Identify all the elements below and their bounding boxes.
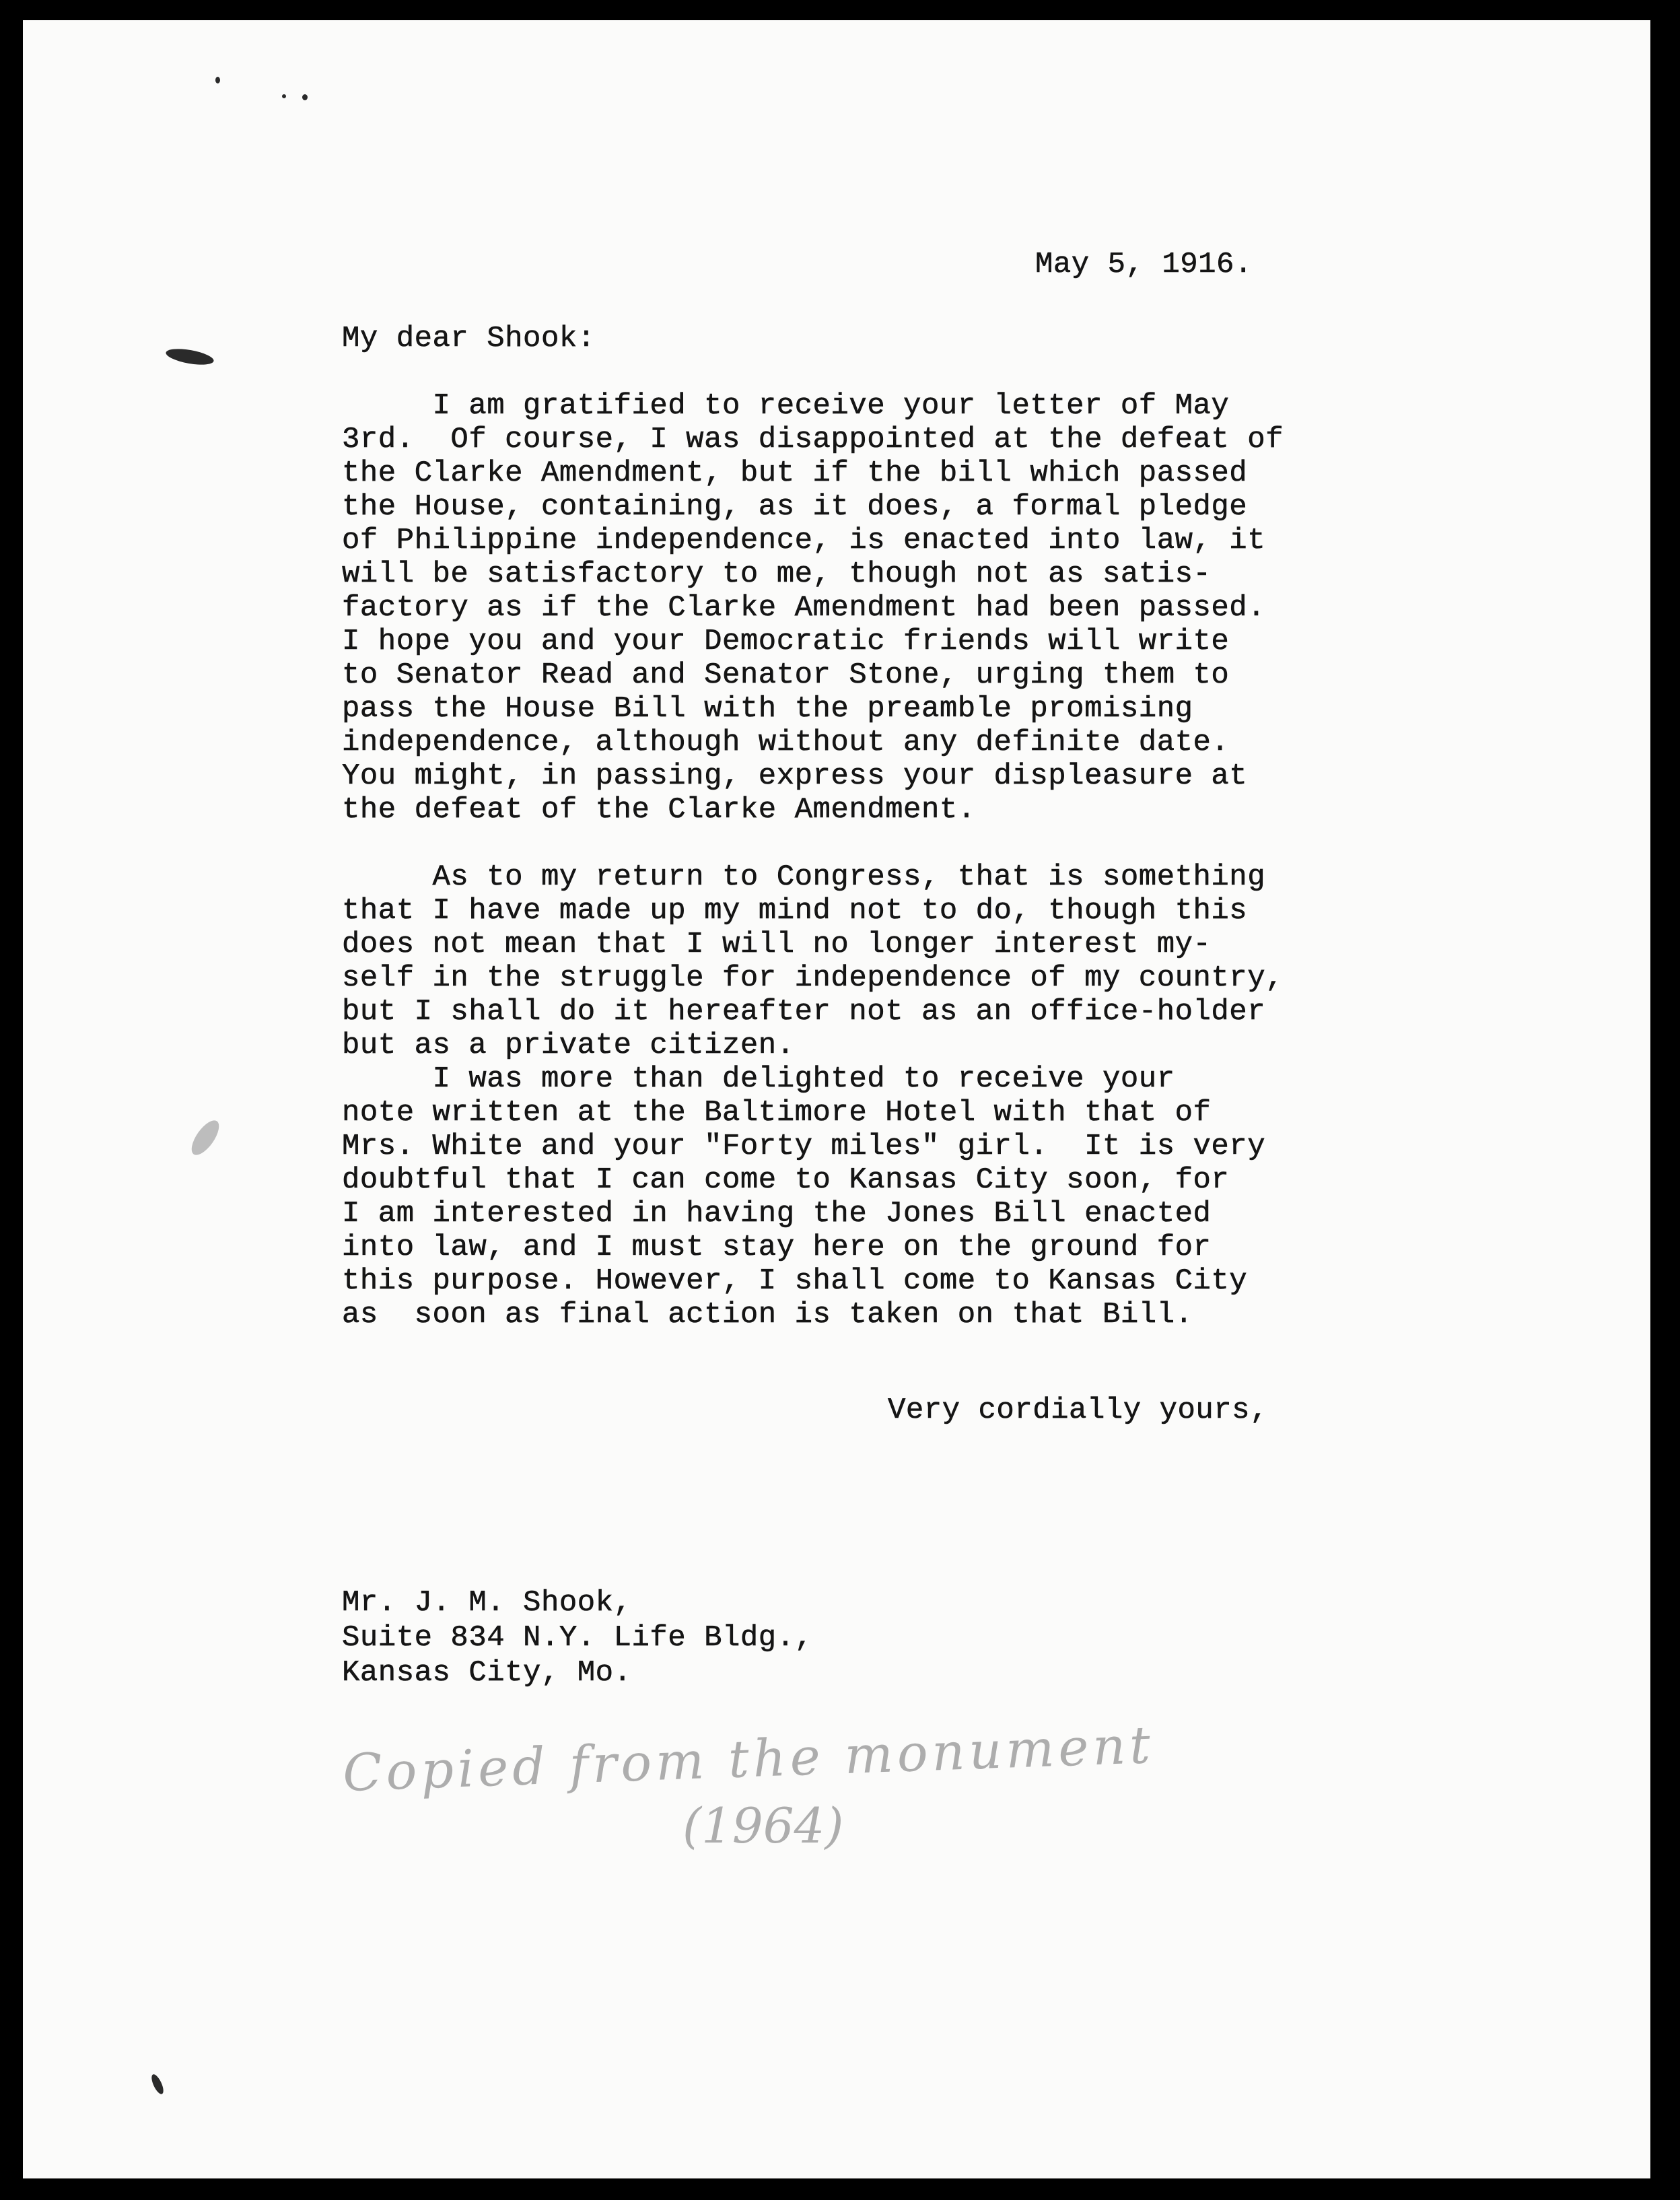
handwritten-year: (1964)	[682, 1797, 844, 1854]
body-line: of Philippine independence, is enacted into law, it	[342, 524, 1266, 557]
margin-mark	[165, 346, 215, 368]
body-line: this purpose. However, I shall come to Kansas City	[342, 1264, 1248, 1298]
body-line: independence, although without any definite date.	[342, 726, 1230, 759]
body-line: factory as if the Clarke Amendment had been passed.	[342, 591, 1266, 625]
body-line: that I have made up my mind not to do, though this	[342, 894, 1248, 928]
address-line: Suite 834 N.Y. Life Bldg.,	[342, 1621, 813, 1655]
body-line: as soon as final action is taken on that Bill.	[342, 1298, 1193, 1332]
margin-mark	[282, 94, 286, 98]
salutation: My dear Shook:	[342, 322, 596, 355]
body-line: the Clarke Amendment, but if the bill which passed	[342, 456, 1248, 490]
body-line: the House, containing, as it does, a formal pledge	[342, 490, 1248, 524]
body-line: but I shall do it hereafter not as an office-holder	[342, 995, 1266, 1029]
body-line: I was more than delighted to receive your	[342, 1062, 1175, 1096]
body-line: Mrs. White and your "Forty miles" girl. It is very	[342, 1130, 1266, 1163]
body-line: to Senator Read and Senator Stone, urging them to	[342, 658, 1230, 692]
body-line: As to my return to Congress, that is something	[342, 860, 1266, 894]
address-line: Mr. J. M. Shook,	[342, 1586, 632, 1620]
body-line: You might, in passing, express your displeasure at	[342, 759, 1248, 793]
closing: Very cordially yours,	[888, 1394, 1268, 1427]
address-line: Kansas City, Mo.	[342, 1656, 632, 1690]
body-line: the defeat of the Clarke Amendment.	[342, 793, 976, 827]
body-line: pass the House Bill with the preamble promising	[342, 692, 1193, 726]
letter-date: May 5, 1916.	[1035, 248, 1253, 281]
letter-page	[23, 20, 1650, 2178]
body-line: into law, and I must stay here on the ground for	[342, 1231, 1212, 1264]
margin-mark	[149, 2073, 166, 2096]
margin-mark	[302, 94, 308, 100]
body-line: I hope you and your Democratic friends will write	[342, 625, 1230, 658]
body-line: I am gratified to receive your letter of May	[342, 389, 1230, 423]
body-line: note written at the Baltimore Hotel with that of	[342, 1096, 1212, 1130]
body-line: will be satisfactory to me, though not as satis-	[342, 557, 1212, 591]
margin-mark	[215, 77, 220, 83]
body-line: self in the struggle for independence of my country,	[342, 961, 1284, 995]
body-line: doubtful that I can come to Kansas City soon, for	[342, 1163, 1230, 1197]
body-line: but as a private citizen.	[342, 1029, 795, 1062]
margin-mark	[186, 1116, 224, 1159]
body-line: I am interested in having the Jones Bill enacted	[342, 1197, 1212, 1231]
body-line: does not mean that I will no longer interest my-	[342, 928, 1212, 961]
handwritten-note: Copied from the monument	[341, 1714, 1156, 1803]
body-line: 3rd. Of course, I was disappointed at the defeat of	[342, 423, 1284, 456]
